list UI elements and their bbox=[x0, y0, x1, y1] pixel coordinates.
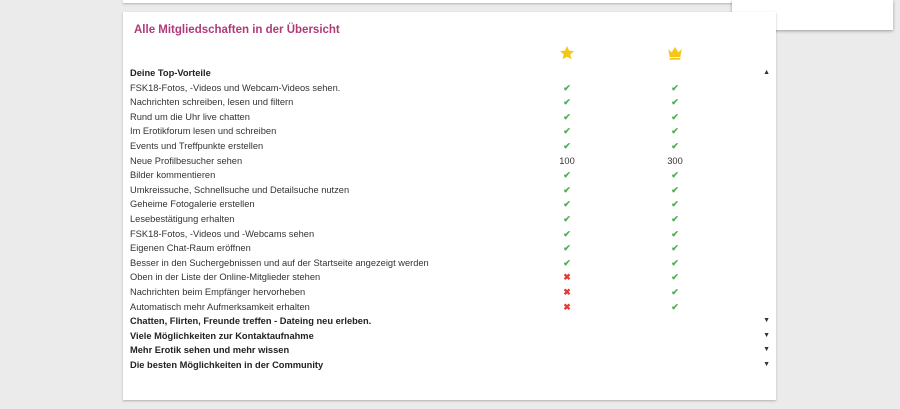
section-label: Mehr Erotik sehen und mehr wissen bbox=[130, 345, 290, 356]
feature-row bbox=[123, 110, 776, 125]
section-row[interactable] bbox=[123, 329, 776, 344]
feature-row bbox=[123, 197, 776, 212]
top-panel-edge bbox=[123, 0, 776, 3]
check-icon: ✔ bbox=[563, 243, 571, 254]
feature-label: Automatisch mehr Aufmerksamkeit erhalten bbox=[130, 301, 310, 312]
feature-label: Oben in der Liste der Online-Mitglieder stehen bbox=[130, 272, 321, 283]
feature-row bbox=[123, 285, 776, 300]
check-icon: ✔ bbox=[671, 301, 679, 312]
check-icon: ✔ bbox=[563, 213, 571, 224]
check-icon: ✔ bbox=[563, 97, 571, 108]
feature-row bbox=[123, 95, 776, 110]
feature-row bbox=[123, 256, 776, 271]
check-icon: ✔ bbox=[563, 82, 571, 93]
check-icon: ✔ bbox=[671, 286, 679, 297]
section-label: Die besten Möglichkeiten in der Community bbox=[130, 359, 324, 370]
feature-label: Bilder kommentieren bbox=[130, 170, 216, 181]
feature-label: Nachrichten schreiben, lesen und filtern bbox=[130, 97, 294, 108]
check-icon: ✔ bbox=[671, 111, 679, 122]
check-icon: ✔ bbox=[563, 184, 571, 195]
feature-label: Lesebestätigung erhalten bbox=[130, 213, 235, 224]
feature-label: Rund um die Uhr live chatten bbox=[130, 111, 250, 122]
expand-arrow-icon[interactable]: ▼ bbox=[763, 360, 770, 368]
check-icon: ✔ bbox=[563, 140, 571, 151]
section-row[interactable] bbox=[123, 343, 776, 358]
feature-value: 300 bbox=[667, 155, 683, 166]
feature-row bbox=[123, 139, 776, 154]
check-icon: ✔ bbox=[563, 111, 571, 122]
feature-row bbox=[123, 81, 776, 96]
feature-row bbox=[123, 168, 776, 183]
feature-label: Geheime Fotogalerie erstellen bbox=[130, 199, 255, 210]
check-icon: ✔ bbox=[563, 228, 571, 239]
check-icon: ✔ bbox=[563, 126, 571, 137]
feature-row bbox=[123, 212, 776, 227]
section-label: Chatten, Flirten, Freunde treffen - Dateing neu erleben. bbox=[130, 316, 372, 327]
feature-label: Umkreissuche, Schnellsuche und Detailsuche nutzen bbox=[130, 184, 350, 195]
feature-label: Eigenen Chat-Raum eröffnen bbox=[130, 243, 251, 254]
check-icon: ✔ bbox=[563, 257, 571, 268]
feature-label: Nachrichten beim Empfänger hervorheben bbox=[130, 286, 306, 297]
section-label: Viele Möglichkeiten zur Kontaktaufnahme bbox=[130, 330, 314, 341]
check-icon: ✔ bbox=[671, 170, 679, 181]
feature-row bbox=[123, 154, 776, 169]
check-icon: ✔ bbox=[563, 170, 571, 181]
check-icon: ✔ bbox=[671, 140, 679, 151]
cross-icon: ✖ bbox=[563, 272, 571, 283]
expand-arrow-icon[interactable]: ▼ bbox=[763, 317, 770, 325]
feature-value: 100 bbox=[559, 155, 575, 166]
feature-label: FSK18-Fotos, -Videos und -Webcams sehen bbox=[130, 228, 315, 239]
check-icon: ✔ bbox=[671, 213, 679, 224]
cross-icon: ✖ bbox=[563, 286, 571, 297]
feature-label: Neue Profilbesucher sehen bbox=[130, 155, 243, 166]
feature-row bbox=[123, 241, 776, 256]
section-row-top-benefits[interactable] bbox=[123, 66, 776, 81]
check-icon: ✔ bbox=[671, 199, 679, 210]
membership-comparison-card bbox=[123, 12, 776, 400]
card-title: Alle Mitgliedschaften in der Übersicht bbox=[134, 24, 340, 36]
collapse-arrow-icon[interactable]: ▲ bbox=[763, 69, 770, 76]
expand-arrow-icon[interactable]: ▼ bbox=[763, 331, 770, 339]
expand-arrow-icon[interactable]: ▼ bbox=[763, 346, 770, 354]
section-label: Deine Top-Vorteile bbox=[130, 68, 211, 78]
check-icon: ✔ bbox=[671, 82, 679, 93]
feature-row bbox=[123, 227, 776, 242]
check-icon: ✔ bbox=[671, 184, 679, 195]
feature-label: Im Erotikforum lesen und schreiben bbox=[130, 126, 277, 137]
feature-row bbox=[123, 124, 776, 139]
feature-label: FSK18-Fotos, -Videos und Webcam-Videos sehen. bbox=[130, 82, 341, 93]
check-icon: ✔ bbox=[671, 257, 679, 268]
section-row[interactable] bbox=[123, 314, 776, 329]
feature-row bbox=[123, 183, 776, 198]
cross-icon: ✖ bbox=[563, 301, 571, 312]
feature-label: Besser in den Suchergebnissen und auf der Startseite angezeigt werden bbox=[130, 257, 429, 268]
check-icon: ✔ bbox=[671, 272, 679, 283]
crown-icon bbox=[667, 45, 683, 61]
check-icon: ✔ bbox=[671, 97, 679, 108]
check-icon: ✔ bbox=[671, 243, 679, 254]
feature-label: Events und Treffpunkte erstellen bbox=[130, 140, 264, 151]
check-icon: ✔ bbox=[671, 228, 679, 239]
comparison-table bbox=[123, 66, 776, 372]
section-row[interactable] bbox=[123, 358, 776, 373]
feature-row bbox=[123, 270, 776, 285]
feature-row bbox=[123, 300, 776, 315]
check-icon: ✔ bbox=[563, 199, 571, 210]
check-icon: ✔ bbox=[671, 126, 679, 137]
star-icon bbox=[559, 45, 575, 61]
